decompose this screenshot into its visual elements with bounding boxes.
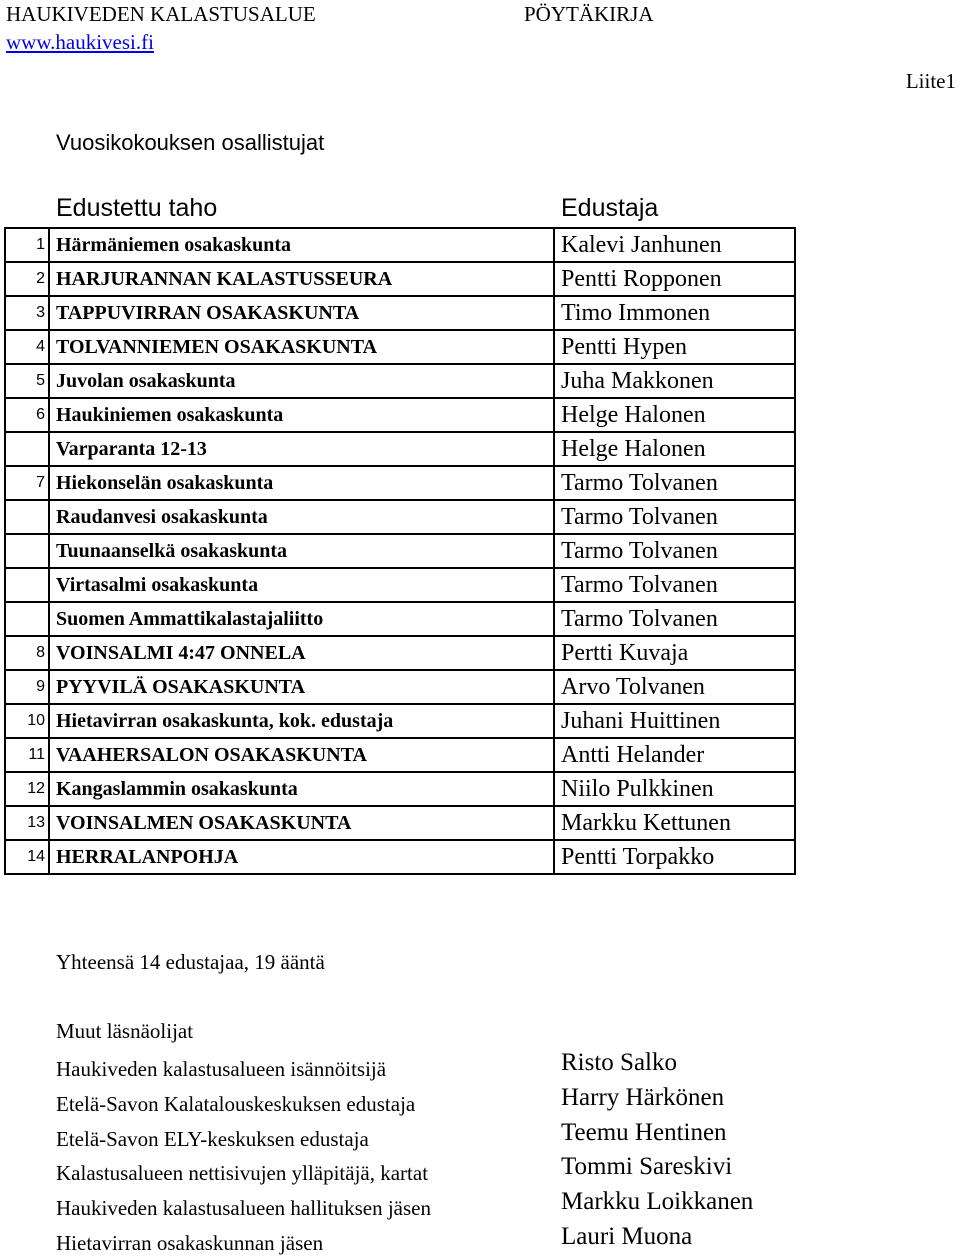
- total-summary: Yhteensä 14 edustajaa, 19 ääntä: [56, 950, 325, 974]
- row-number: 6: [5, 398, 49, 432]
- list-item: [56, 1118, 916, 1153]
- attendee-role: Etelä-Savon ELY-keskuksen edustaja: [56, 1126, 369, 1151]
- others-title: Muut läsnäolijat: [56, 1019, 194, 1043]
- table-row: [5, 704, 795, 738]
- representative-cell: Pentti Hypen: [554, 330, 795, 364]
- representative-cell: Juha Makkonen: [554, 364, 795, 398]
- row-number: 13: [5, 806, 49, 840]
- organization-cell: HARJURANNAN KALASTUSSEURA: [49, 262, 554, 296]
- table-row: [5, 636, 795, 670]
- list-item: [56, 1187, 916, 1222]
- row-number: [5, 602, 49, 636]
- representative-cell: Markku Kettunen: [554, 806, 795, 840]
- table-row: [5, 398, 795, 432]
- organization-cell: VOINSALMEN OSAKASKUNTA: [49, 806, 554, 840]
- organization-cell: Virtasalmi osakaskunta: [49, 568, 554, 602]
- table-row: [5, 568, 795, 602]
- document-type: PÖYTÄKIRJA: [524, 2, 654, 26]
- table-row: [5, 466, 795, 500]
- website-link[interactable]: www.haukivesi.fi: [6, 30, 154, 54]
- representative-cell: Pentti Torpakko: [554, 840, 795, 874]
- organization-cell: Härmäniemen osakaskunta: [49, 228, 554, 262]
- row-number: 10: [5, 704, 49, 738]
- row-number: [5, 534, 49, 568]
- table-row: [5, 840, 795, 874]
- list-item: [56, 1222, 916, 1257]
- representative-cell: Niilo Pulkkinen: [554, 772, 795, 806]
- column-header-representative: Edustaja: [561, 194, 659, 222]
- list-item: [56, 1048, 916, 1083]
- organization-name: HAUKIVEDEN KALASTUSALUE: [6, 2, 316, 26]
- table-row: [5, 602, 795, 636]
- attendee-role: Hietavirran osakaskunnan jäsen: [56, 1230, 324, 1255]
- table-row: [5, 330, 795, 364]
- attendee-role: Haukiveden kalastusalueen hallituksen jäsen: [56, 1196, 431, 1221]
- row-number: 9: [5, 670, 49, 704]
- representative-cell: Antti Helander: [554, 738, 795, 772]
- table-row: [5, 738, 795, 772]
- attendee-name: Markku Loikkanen: [561, 1188, 754, 1216]
- organization-cell: Haukiniemen osakaskunta: [49, 398, 554, 432]
- row-number: 7: [5, 466, 49, 500]
- row-number: [5, 500, 49, 534]
- table-row: [5, 806, 795, 840]
- representative-cell: Timo Immonen: [554, 296, 795, 330]
- others-list: [56, 1048, 916, 1257]
- attendee-role: Etelä-Savon Kalatalouskeskuksen edustaja: [56, 1091, 416, 1116]
- table-row: [5, 772, 795, 806]
- attachment-label: Liite1: [905, 69, 956, 93]
- representative-cell: Kalevi Janhunen: [554, 228, 795, 262]
- row-number: [5, 432, 49, 466]
- table-row: [5, 296, 795, 330]
- representative-cell: Helge Halonen: [554, 398, 795, 432]
- row-number: 12: [5, 772, 49, 806]
- table-row: [5, 364, 795, 398]
- organization-cell: Raudanvesi osakaskunta: [49, 500, 554, 534]
- row-number: 8: [5, 636, 49, 670]
- row-number: 5: [5, 364, 49, 398]
- attendee-role: Kalastusalueen nettisivujen ylläpitäjä, kartat: [56, 1161, 429, 1186]
- organization-cell: Tuunaanselkä osakaskunta: [49, 534, 554, 568]
- organization-cell: VOINSALMI 4:47 ONNELA: [49, 636, 554, 670]
- table-row: [5, 228, 795, 262]
- representative-cell: Pentti Ropponen: [554, 262, 795, 296]
- attendee-name: Harry Härkönen: [561, 1083, 725, 1111]
- attendee-name: Lauri Muona: [561, 1222, 693, 1250]
- representative-cell: Tarmo Tolvanen: [554, 568, 795, 602]
- representative-cell: Tarmo Tolvanen: [554, 534, 795, 568]
- table-row: [5, 262, 795, 296]
- section-title: Vuosikokouksen osallistujat: [56, 130, 325, 155]
- organization-cell: TOLVANNIEMEN OSAKASKUNTA: [49, 330, 554, 364]
- representative-cell: Tarmo Tolvanen: [554, 500, 795, 534]
- row-number: 3: [5, 296, 49, 330]
- table-row: [5, 670, 795, 704]
- organization-cell: Juvolan osakaskunta: [49, 364, 554, 398]
- organization-cell: PYYVILÄ OSAKASKUNTA: [49, 670, 554, 704]
- organization-cell: TAPPUVIRRAN OSAKASKUNTA: [49, 296, 554, 330]
- representative-cell: Arvo Tolvanen: [554, 670, 795, 704]
- attendee-role: Haukiveden kalastusalueen isännöitsijä: [56, 1057, 387, 1081]
- row-number: 11: [5, 738, 49, 772]
- participants-table: [4, 227, 796, 875]
- representative-cell: Pertti Kuvaja: [554, 636, 795, 670]
- list-item: [56, 1083, 916, 1118]
- organization-cell: VAAHERSALON OSAKASKUNTA: [49, 738, 554, 772]
- organization-cell: HERRALANPOHJA: [49, 840, 554, 874]
- table-row: [5, 534, 795, 568]
- row-number: 4: [5, 330, 49, 364]
- list-item: [56, 1152, 916, 1187]
- representative-cell: Juhani Huittinen: [554, 704, 795, 738]
- row-number: 14: [5, 840, 49, 874]
- attendee-name: Risto Salko: [561, 1049, 677, 1076]
- table-row: [5, 432, 795, 466]
- representative-cell: Tarmo Tolvanen: [554, 602, 795, 636]
- table-row: [5, 500, 795, 534]
- organization-cell: Hiekonselän osakaskunta: [49, 466, 554, 500]
- organization-cell: Kangaslammin osakaskunta: [49, 772, 554, 806]
- row-number: 2: [5, 262, 49, 296]
- organization-cell: Hietavirran osakaskunta, kok. edustaja: [49, 704, 554, 738]
- row-number: 1: [5, 228, 49, 262]
- attendee-name: Teemu Hentinen: [561, 1118, 727, 1146]
- row-number: [5, 568, 49, 602]
- attendee-name: Tommi Sareskivi: [561, 1153, 733, 1181]
- column-header-organization: Edustettu taho: [56, 194, 218, 222]
- representative-cell: Helge Halonen: [554, 432, 795, 466]
- organization-cell: Varparanta 12-13: [49, 432, 554, 466]
- organization-cell: Suomen Ammattikalastajaliitto: [49, 602, 554, 636]
- representative-cell: Tarmo Tolvanen: [554, 466, 795, 500]
